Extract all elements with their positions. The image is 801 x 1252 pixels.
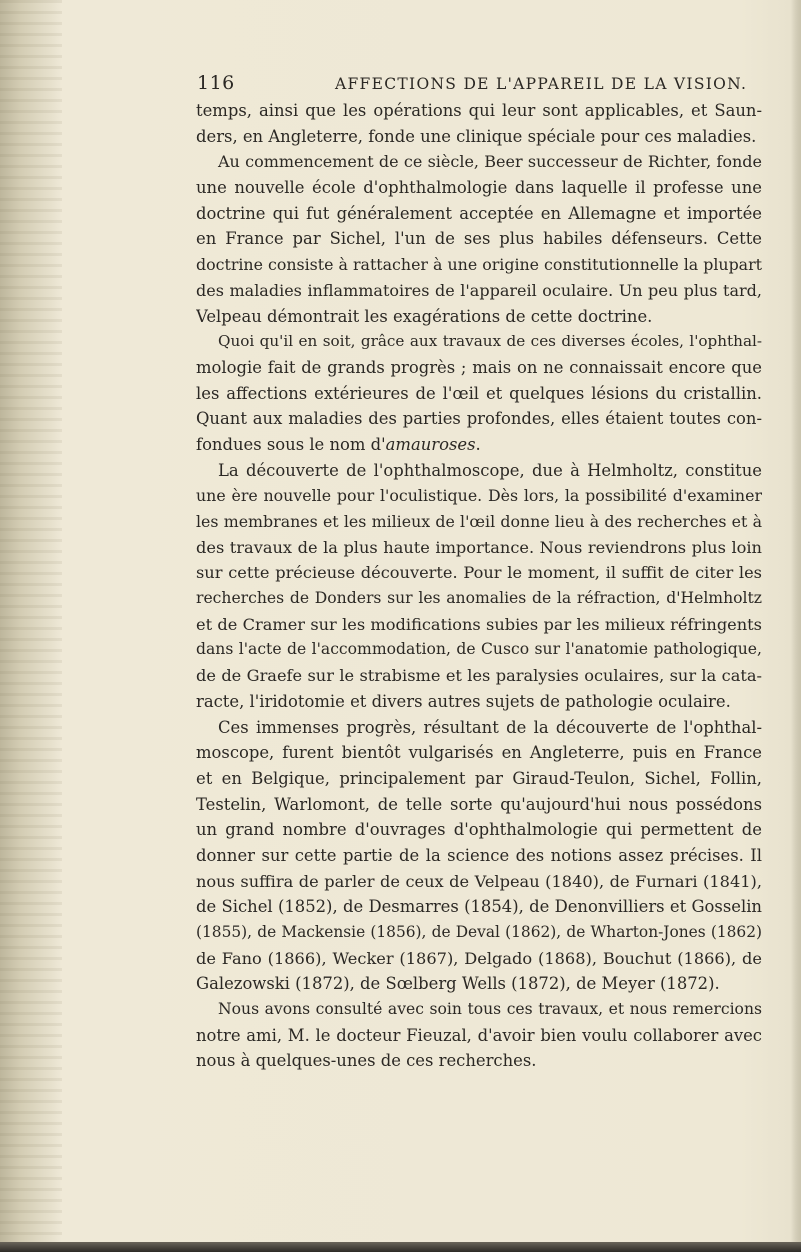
text-line xyxy=(196,894,762,920)
text-line xyxy=(196,98,762,124)
text-line-content: de Fano (1866), Wecker (1867), Delgado (1868), Bouchut (1866), de xyxy=(196,948,762,968)
text-line xyxy=(196,252,762,278)
text-line xyxy=(196,535,762,561)
text-line-content: temps, ainsi que les opérations qui leur sont applicables, et Saun- xyxy=(196,101,762,120)
text-line-content: recherches de Donders sur les anomalies de la réfraction, d'Helmholtz xyxy=(196,589,762,608)
text-line-content: racte, l'iridotomie et divers autres sujets de pathologie oculaire. xyxy=(196,691,731,711)
text-line-content: Quant aux maladies des parties profondes, elles étaient toutes con- xyxy=(196,409,762,429)
text-line xyxy=(196,149,762,175)
text-line xyxy=(196,689,762,715)
text-line-content: nous à quelques-unes de ces recherches. xyxy=(196,1051,537,1071)
text-line xyxy=(196,278,762,304)
text-line xyxy=(196,432,762,458)
text-line xyxy=(196,766,762,792)
body-text xyxy=(196,98,762,1074)
text-line-content: sur cette précieuse découverte. Pour le moment, il suffit de citer les xyxy=(196,563,762,583)
text-line xyxy=(196,304,762,330)
text-line xyxy=(196,663,762,689)
text-line xyxy=(196,869,762,895)
text-line-content: nous suffira de parler de ceux de Velpeau (1840), de Furnari (1841), xyxy=(196,871,762,891)
text-line-content: de de Graefe sur le strabisme et les paralysies oculaires, sur la cata- xyxy=(196,666,762,686)
text-line-content: Galezowski (1872), de Sœlberg Wells (1872), de Meyer (1872). xyxy=(196,974,720,994)
text-line-tail: . xyxy=(475,434,481,454)
text-line xyxy=(196,406,762,432)
text-line-content: et en Belgique, principalement par Giraud-Teulon, Sichel, Follin, xyxy=(196,768,762,788)
text-line xyxy=(196,586,762,612)
text-line-content: notre ami, M. le docteur Fieuzal, d'avoir bien voulu collaborer avec xyxy=(196,1025,762,1045)
text-line-content: fondues sous le nom d' xyxy=(196,434,386,454)
text-line-content: (1855), de Mackensie (1856), de Deval (1862), de Wharton-Jones (1862) xyxy=(196,923,762,941)
text-line xyxy=(196,612,762,638)
text-line xyxy=(196,458,762,484)
text-line-content: ders, en Angleterre, fonde une clinique spéciale pour ces maladies. xyxy=(196,126,757,146)
text-line-content: moscope, furent bientôt vulgarisés en Angleterre, puis en France xyxy=(196,743,762,763)
text-line-content: en France par Sichel, l'un de ses plus habiles défenseurs. Cette xyxy=(196,229,762,249)
text-line xyxy=(196,637,762,663)
text-line-content: Nous avons consulté avec soin tous ces travaux, et nous remercions xyxy=(218,1000,762,1019)
text-line-content: doctrine consiste à rattacher à une origine constitutionnelle la plupart xyxy=(196,255,762,275)
text-line-content: de Sichel (1852), de Desmarres (1854), de Denonvilliers et Gosselin xyxy=(196,897,762,917)
text-line xyxy=(196,226,762,252)
page-header xyxy=(197,72,757,96)
text-line-content: les affections extérieures de l'œil et quelques lésions du cristallin. xyxy=(196,383,762,403)
text-line xyxy=(196,201,762,227)
text-line-content: Ces immenses progrès, résultant de la découverte de l'ophthal- xyxy=(218,717,762,737)
text-line-content: des travaux de la plus haute importance. Nous reviendrons plus loin xyxy=(196,537,762,557)
text-line-content: Velpeau démontrait les exagérations de cette doctrine. xyxy=(196,306,653,326)
text-line-content: doctrine qui fut généralement acceptée en Allemagne et importée xyxy=(196,203,762,223)
text-line xyxy=(196,1023,762,1049)
text-line-content: Testelin, Warlomont, de telle sorte qu'aujourd'hui nous possédons xyxy=(196,794,762,814)
italic-term: amauroses xyxy=(385,434,476,454)
text-line-content: donner sur cette partie de la science des notions assez précises. Il xyxy=(196,845,762,865)
text-line xyxy=(196,355,762,381)
text-line-content: Au commencement de ce siècle, Beer successeur de Richter, fonde xyxy=(218,152,762,172)
text-line xyxy=(196,509,762,535)
text-line xyxy=(196,920,762,946)
text-line-content: et de Cramer sur les modifications subies par les milieux réfringents xyxy=(196,614,762,634)
page-number: 116 xyxy=(197,72,235,94)
text-line xyxy=(196,124,762,150)
text-line xyxy=(196,560,762,586)
text-line-content: La découverte de l'ophthalmoscope, due à Helmholtz, constitue xyxy=(218,460,762,480)
text-line xyxy=(196,1048,762,1074)
text-line xyxy=(196,817,762,843)
text-line xyxy=(196,381,762,407)
page-right-edge xyxy=(791,0,801,1252)
text-line-content: dans l'acte de l'accommodation, de Cusco sur l'anatomie pathologique, xyxy=(196,640,762,659)
text-line xyxy=(196,946,762,972)
text-line xyxy=(196,329,762,355)
text-line-content: une nouvelle école d'ophthalmologie dans laquelle il professe une xyxy=(196,178,762,198)
text-line xyxy=(196,792,762,818)
text-line-content: une ère nouvelle pour l'oculistique. Dès lors, la possibilité d'examiner xyxy=(196,486,762,506)
text-line xyxy=(196,997,762,1023)
text-line xyxy=(196,483,762,509)
text-line xyxy=(196,175,762,201)
text-line xyxy=(196,843,762,869)
text-line-content: des maladies inflammatoires de l'appareil oculaire. Un peu plus tard, xyxy=(196,280,762,300)
text-line-content: mologie fait de grands progrès ; mais on ne connaissait encore que xyxy=(196,357,762,377)
page-bottom-border xyxy=(0,1242,801,1252)
text-line-content: Quoi qu'il en soit, grâce aux travaux de ces diverses écoles, l'ophthal- xyxy=(218,332,762,351)
page-binding-edge xyxy=(0,0,62,1252)
text-line xyxy=(196,715,762,741)
text-line xyxy=(196,740,762,766)
text-line xyxy=(196,971,762,997)
text-line-content: un grand nombre d'ouvrages d'ophthalmologie qui permettent de xyxy=(196,820,762,840)
text-line-content: les membranes et les milieux de l'œil donne lieu à des recherches et à xyxy=(196,512,762,531)
running-title: AFFECTIONS DE L'APPAREIL DE LA VISION. xyxy=(335,75,748,93)
